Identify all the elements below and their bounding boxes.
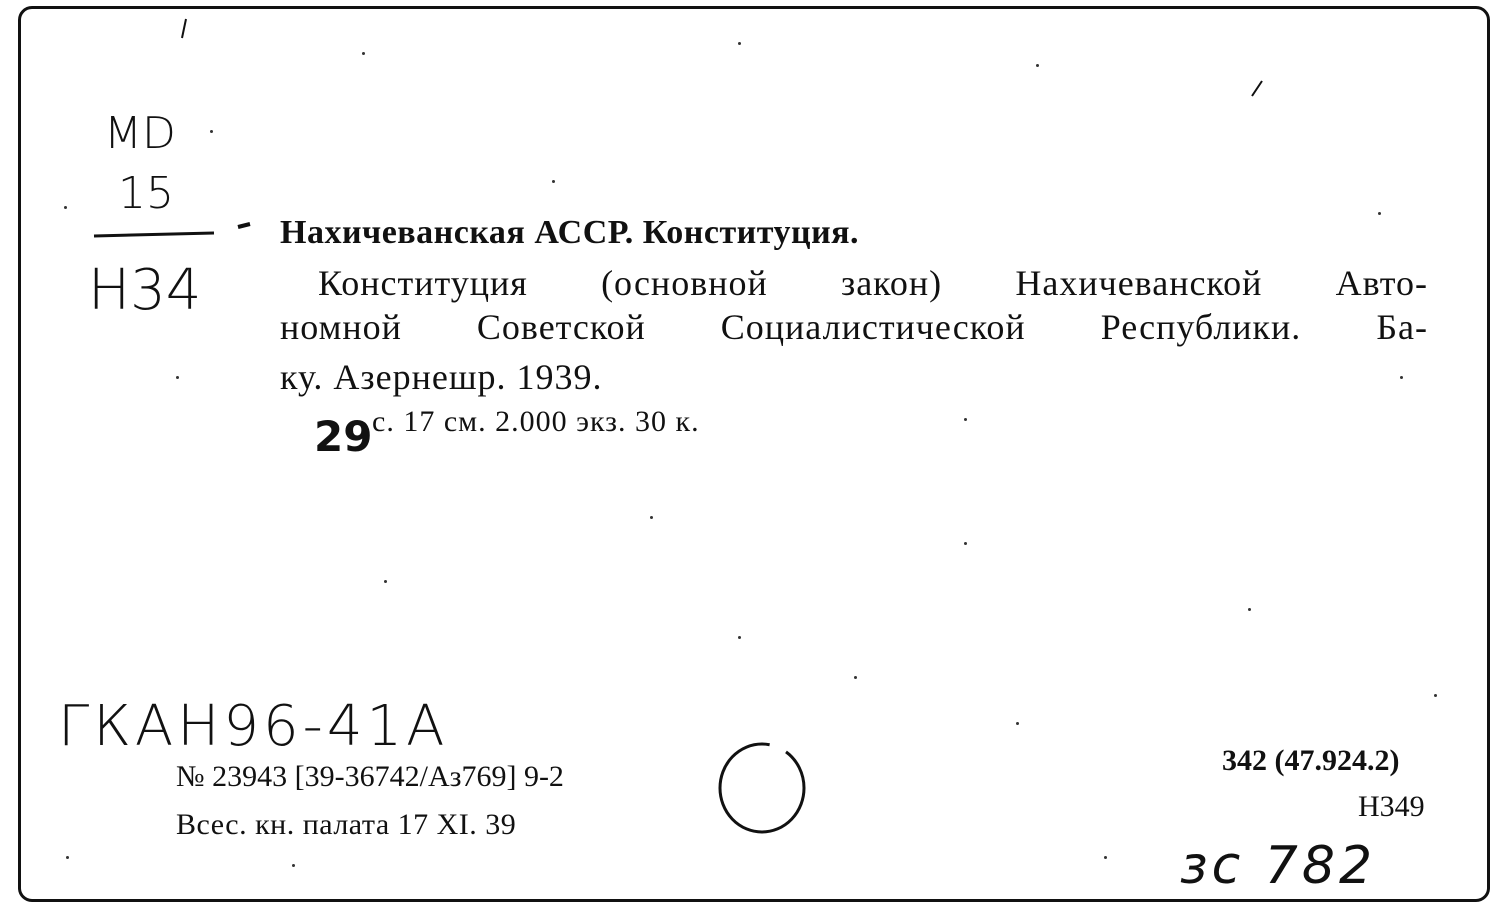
speck	[964, 418, 967, 421]
description-word: Авто-	[1335, 263, 1428, 303]
handwritten-page-count: 29	[314, 412, 373, 461]
speck	[292, 864, 295, 867]
punch-hole-circle	[712, 736, 812, 848]
description-line-3: ку. Азернешр. 1939.	[280, 357, 603, 397]
physical-description: с. 17 см. 2.000 экз. 30 к.	[372, 405, 700, 438]
description-word: Ба-	[1376, 307, 1428, 347]
speck	[650, 516, 653, 519]
speck	[854, 676, 857, 679]
speck	[362, 52, 365, 55]
description-line-1	[318, 262, 1428, 304]
speck	[176, 376, 179, 379]
speck	[738, 636, 741, 639]
description-word: номной	[280, 307, 402, 347]
speck	[210, 130, 213, 133]
description-word: (основной	[601, 263, 768, 303]
description-word: Социалистической	[720, 307, 1026, 347]
handwritten-shelf-number: 15	[118, 168, 174, 219]
speck	[1036, 64, 1039, 67]
description-word: Нахичеванской	[1015, 263, 1263, 303]
handwritten-code: ГКАН96-41А	[58, 694, 449, 759]
handwritten-shelf-top: MD	[104, 108, 176, 159]
book-chamber-line: Всес. кн. палата 17 XI. 39	[176, 808, 517, 841]
speck	[1248, 608, 1251, 611]
author-mark: Н349	[1358, 790, 1425, 823]
tick-mark	[1250, 80, 1264, 98]
card-heading: Нахичеванская АССР. Конституция.	[280, 214, 860, 251]
handwritten-inventory-number: зс 782	[1180, 836, 1377, 896]
description-word: Советской	[476, 307, 646, 347]
description-line-2	[280, 306, 1428, 348]
shelf-mark-divider	[92, 216, 262, 246]
speck	[552, 180, 555, 183]
speck	[738, 42, 741, 45]
description-word: Конституция	[318, 263, 528, 303]
description-word: Республики.	[1100, 307, 1302, 347]
speck	[66, 856, 69, 859]
record-number: № 23943 [39-36742/Аз769] 9-2	[176, 760, 564, 793]
speck	[1016, 722, 1019, 725]
speck	[1434, 694, 1437, 697]
speck	[384, 580, 387, 583]
speck	[1400, 376, 1403, 379]
speck	[964, 542, 967, 545]
speck	[1378, 212, 1381, 215]
speck	[64, 206, 67, 209]
tick-mark	[180, 18, 190, 40]
handwritten-shelf-bottom: Н34	[88, 258, 202, 323]
classification-index: 342 (47.924.2)	[1222, 744, 1400, 777]
speck	[1104, 856, 1107, 859]
description-word: закон)	[840, 263, 943, 303]
